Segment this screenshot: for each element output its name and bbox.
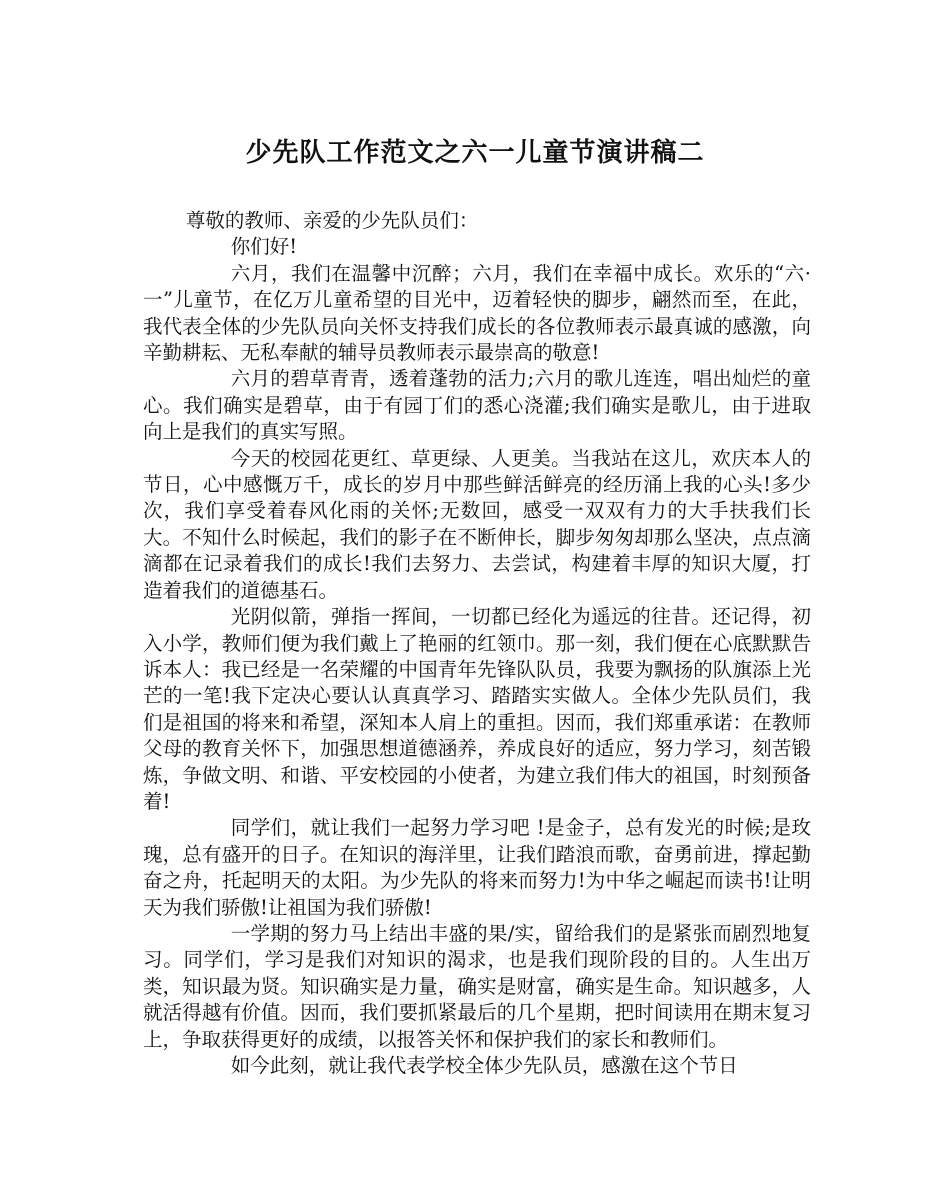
- greeting-line: 你们好!: [230, 235, 298, 259]
- body-paragraph: 一学期的努力马上结出丰盛的果/实，留给我们的是紧张而剧烈地复习。同学们，学习是我们对知识的渴求，也是我们现阶段的目的。人生出万类，知识最为贤。知识确实是力量，确实是财富，确实是生命。知识越多，人就活得越有价值。因而，我们要抓紧最后的几个星期，把时间读用在期末复习上，争取获得更好的成绩，以报答关怀和保护我们的家长和教师们。: [143, 921, 811, 1051]
- body-paragraph: 光阴似箭，弹指一挥间，一切都已经化为遥远的往昔。还记得，初入小学，教师们便为我们戴上了艳丽的红领巾。那一刻，我们便在心底默默告诉本人：我已经是一名荣耀的中国青年先锋队队员，我要为飘扬的队旗添上光芒的一笔!我下定决心要认认真真学习、踏踏实实做人。全体少先队员们，我们是祖国的将来和希望，深知本人肩上的重担。因而，我们郑重承诺：在教师父母的教育关怀下，加强思想道德涵养，养成良好的适应，努力学习，刻苦锻炼，争做文明、和谐、平安校园的小使者，为建立我们伟大的祖国，时刻预备着!: [143, 605, 811, 813]
- salutation-line: 尊敬的教师、亲爱的少先队员们：: [185, 209, 479, 232]
- document-body: [143, 208, 811, 1079]
- body-paragraph: 如今此刻，就让我代表学校全体少先队员，感激在这个节日: [230, 1054, 738, 1077]
- body-paragraph: 同学们，就让我们一起努力学习吧 !是金子，总有发光的时候;是玫瑰，总有盛开的日子。在知识的海洋里，让我们踏浪而歌，奋勇前进，撑起勤奋之舟，托起明天的太阳。为少先队的将来而努力!为中华之崛起而读书!让明天为我们骄傲!让祖国为我们骄傲!: [143, 816, 811, 919]
- body-paragraph: 六月，我们在温馨中沉醉；六月，我们在幸福中成长。欢乐的“六·一”儿童节，在亿万儿童希望的目光中，迈着轻快的脚步，翩然而至，在此，我代表全体的少先队员向关怀支持我们成长的各位教师表示最真诚的感激，向辛勤耕耘、无私奉献的辅导员教师表示最崇高的敬意!: [143, 261, 811, 365]
- body-paragraph: 六月的碧草青青，透着蓬勃的活力;六月的歌儿连连，唱出灿烂的童心。我们确实是碧草，由于有园丁们的悉心浇灌;我们确实是歌儿，由于进取向上是我们的真实写照。: [143, 367, 811, 444]
- document-title: 少先队工作范文之六一儿童节演讲稿二: [245, 138, 705, 168]
- body-paragraph: 今天的校园花更红、草更绿、人更美。当我站在这儿，欢庆本人的节日，心中感慨万千，成长的岁月中那些鲜活鲜亮的经历涌上我的心头!多少次，我们享受着春风化雨的关怀;无数回，感受一双双有力的大手扶我们长大。不知什么时候起，我们的影子在不断伸长，脚步匆匆却那么坚决，点点滴滴都在记录着我们的成长!我们去努力、去尝试，构建着丰厚的知识大厦，打造着我们的道德基石。: [143, 446, 811, 602]
